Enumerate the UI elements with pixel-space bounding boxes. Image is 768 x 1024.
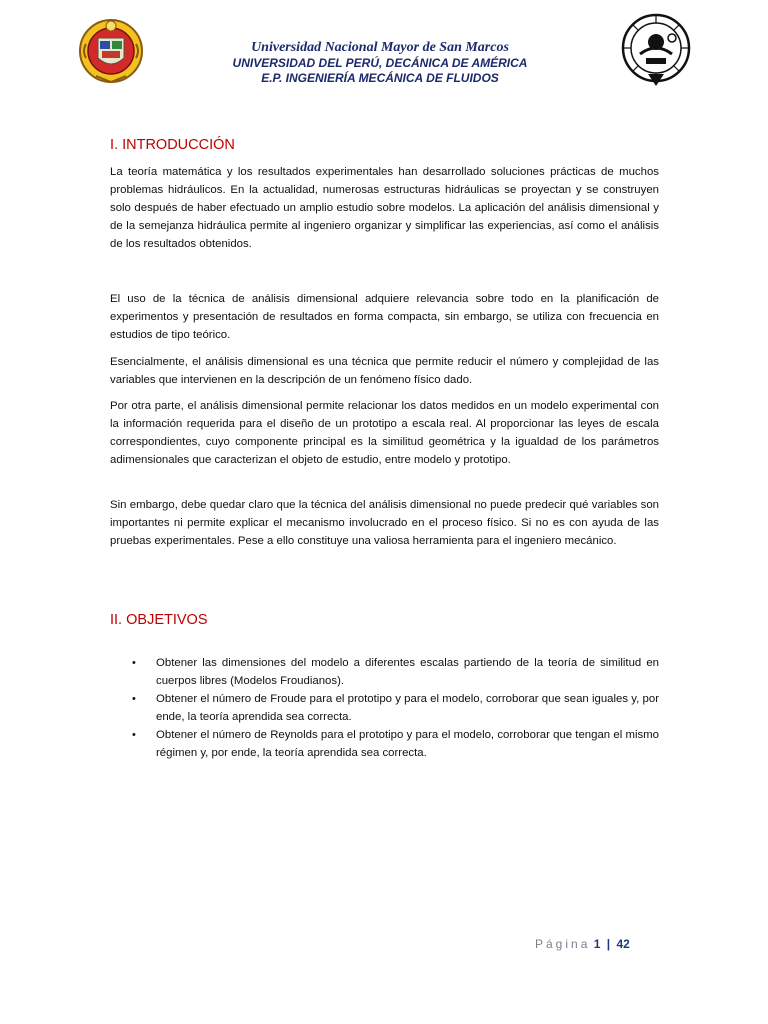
header-titles (180, 40, 580, 86)
objectives-heading: II. OBJETIVOS (110, 612, 208, 628)
bullet-icon: • (132, 657, 136, 669)
list-item (110, 726, 659, 762)
list-item (110, 690, 659, 726)
introduction-heading: I. INTRODUCCIÓN (110, 137, 235, 153)
page-label: Página (535, 937, 591, 951)
faculty-seal-icon (620, 12, 692, 88)
list-item (110, 654, 659, 690)
intro-paragraph: Sin embargo, debe quedar claro que la técnica del análisis dimensional no puede predecir qué variables son importantes ni permite explicar el mecanismo involucrado en el proceso físico. Si no es con ayuda de las pruebas experimentales. Pese a ello constituye una valiosa herramienta para el ingeniero mecánico. (110, 499, 659, 547)
school-name: E.P. INGENIERÍA MECÁNICA DE FLUIDOS (261, 71, 499, 85)
objectives-list (110, 654, 659, 762)
unmsm-crest-icon (78, 14, 144, 88)
page-separator: | (606, 937, 611, 951)
objective-text: Obtener las dimensiones del modelo a diferentes escalas partiendo de la teoría de similitud en cuerpos libres (Modelos Froudianos). (156, 657, 659, 687)
intro-paragraph: La teoría matemática y los resultados experimentales han desarrollado soluciones prácticas de muchos problemas hidráulicos. En la actualidad, numerosas estructuras hidráulicas se proyectan y se construyen solo después de haber efectuado un amplio estudio sobre modelos. La aplicación del análisis dimensional y de la semejanza hidráulica permite al ingeniero organizar y simplificar las experiencias, así como el análisis de los resultados obtenidos. (110, 166, 659, 250)
bullet-icon: • (132, 729, 136, 741)
total-pages: 42 (616, 937, 630, 951)
page-number: 1 (593, 937, 601, 951)
university-name: Universidad Nacional Mayor de San Marcos (251, 40, 509, 55)
objective-text: Obtener el número de Froude para el prototipo y para el modelo, corroborar que sean iguales y, por ende, la teoría aprendida sea correcta. (156, 693, 659, 723)
bullet-icon: • (132, 693, 136, 705)
intro-paragraph: Esencialmente, el análisis dimensional es una técnica que permite reducir el número y complejidad de las variables que intervienen en la descripción de un fenómeno físico dado. (110, 356, 659, 386)
intro-paragraph: El uso de la técnica de análisis dimensional adquiere relevancia sobre todo en la planificación de experimentos y presentación de resultados en forma compacta, sin embargo, se utiliza con frecuencia en estudios de tipo teórico. (110, 293, 659, 341)
intro-paragraph: Por otra parte, el análisis dimensional permite relacionar los datos medidos en un modelo experimental con la información requerida para el diseño de un prototipo a escala real. Al proporcionar las leyes de escala correspondientes, cuyo componente principal es la similitud geométrica y la igualdad de los parámetros adimensionales que caracterizan el objeto de estudio, entre modelo y prototipo. (110, 400, 659, 466)
objective-text: Obtener el número de Reynolds para el prototipo y para el modelo, corroborar que tengan el mismo régimen y, por ende, la teoría aprendida sea correcta. (156, 729, 659, 759)
university-subtitle: UNIVERSIDAD DEL PERÚ, DECÁNICA DE AMÉRICA (232, 56, 528, 70)
page-footer (535, 937, 630, 951)
